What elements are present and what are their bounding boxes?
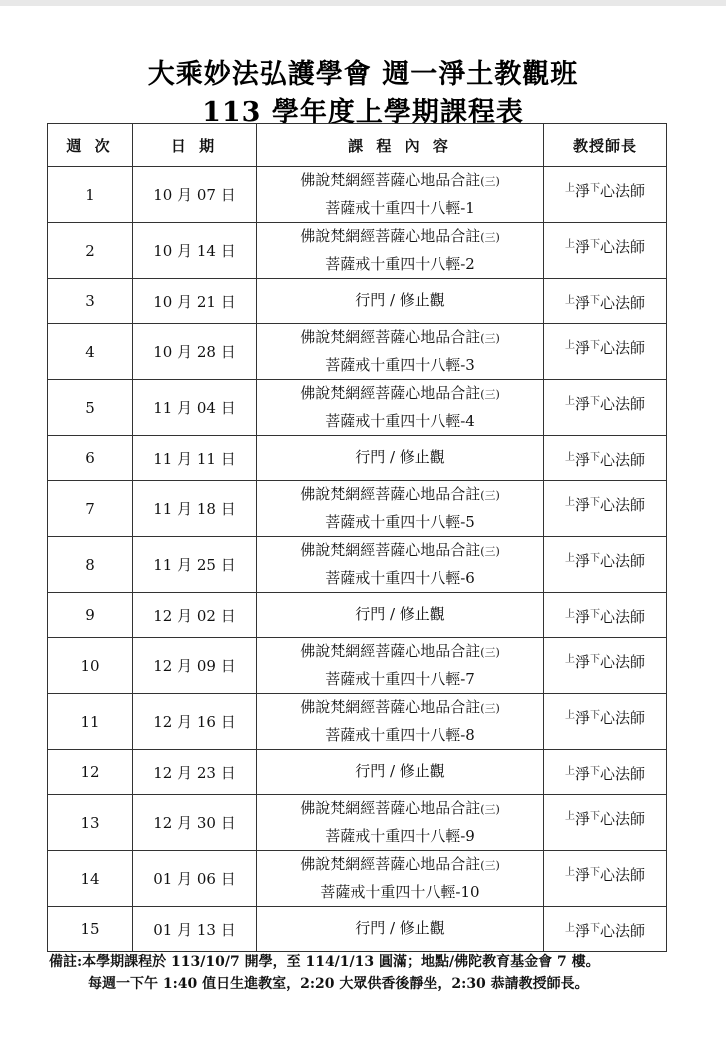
table-row (48, 324, 667, 380)
week-cell: 14 (48, 851, 133, 907)
date-cell: 10 月 28 日 (133, 324, 257, 380)
table-row (48, 795, 667, 851)
teacher-name-1: 淨 (574, 395, 590, 413)
teacher-honorific-upper: 上 (564, 923, 575, 934)
date-cell: 11 月 11 日 (133, 436, 257, 481)
teacher-honorific-lower: 下 (590, 654, 600, 665)
teacher-honorific-lower: 下 (590, 452, 600, 463)
week-cell: 12 (48, 750, 133, 795)
content-cell (257, 279, 544, 324)
date-cell: 10 月 14 日 (133, 223, 257, 279)
content-line-1: 佛說梵網經菩薩心地品合註 (300, 698, 481, 716)
teacher-cell (544, 750, 667, 795)
table-row (48, 593, 667, 638)
teacher-cell (544, 436, 667, 481)
date-cell: 11 月 25 日 (133, 537, 257, 593)
table-row (48, 481, 667, 537)
date-cell: 12 月 16 日 (133, 694, 257, 750)
week-cell: 7 (48, 481, 133, 537)
content-line-2: 菩薩戒十重四十八輕-6 (325, 569, 475, 587)
content-line-1: 佛說梵網經菩薩心地品合註 (300, 541, 481, 559)
content-line-2: 菩薩戒十重四十八輕-10 (320, 883, 480, 901)
teacher-name-1: 淨 (574, 182, 590, 200)
content-line-1: 佛說梵網經菩薩心地品合註 (300, 384, 481, 402)
content-cell (257, 223, 544, 279)
content-cell (257, 907, 544, 952)
note-line-2: 每週一下午 1:40 值日生進教室，2:20 大眾供香後靜坐，2:30 恭請教授師長。 (88, 976, 589, 992)
content-volume: (三) (480, 702, 500, 715)
content-line-2: 菩薩戒十重四十八輕-3 (325, 356, 475, 374)
teacher-cell (544, 380, 667, 436)
teacher-honorific-lower: 下 (590, 553, 600, 564)
page-subtitle: 113 學年度上學期課程表 (202, 97, 524, 128)
teacher-honorific-lower: 下 (590, 867, 600, 878)
teacher-cell (544, 223, 667, 279)
table-header-row (48, 124, 667, 167)
teacher-honorific-lower: 下 (590, 766, 600, 777)
teacher-honorific-lower: 下 (590, 396, 600, 407)
teacher-name-2: 心法師 (600, 810, 646, 828)
teacher-name-1: 淨 (574, 653, 590, 671)
content-volume: (三) (480, 388, 500, 401)
teacher-name-2: 心法師 (600, 182, 646, 200)
week-cell: 10 (48, 638, 133, 694)
teacher-name-1: 淨 (574, 552, 590, 570)
content-volume: (三) (480, 175, 500, 188)
teacher-name-1: 淨 (574, 451, 590, 469)
teacher-name-1: 淨 (574, 709, 590, 727)
teacher-name-1: 淨 (574, 238, 590, 256)
teacher-honorific-lower: 下 (590, 239, 600, 250)
date-cell: 10 月 07 日 (133, 167, 257, 223)
teacher-cell (544, 481, 667, 537)
content-volume: (三) (480, 646, 500, 659)
content-line-1: 行門 / 修止觀 (355, 448, 445, 466)
teacher-honorific-upper: 上 (564, 295, 575, 306)
teacher-name-2: 心法師 (600, 451, 646, 469)
teacher-honorific-lower: 下 (590, 923, 600, 934)
teacher-name-1: 淨 (574, 339, 590, 357)
content-cell (257, 380, 544, 436)
week-cell: 6 (48, 436, 133, 481)
content-volume: (三) (480, 332, 500, 345)
content-line-2: 菩薩戒十重四十八輕-5 (325, 513, 475, 531)
date-cell: 01 月 06 日 (133, 851, 257, 907)
teacher-name-1: 淨 (574, 294, 590, 312)
content-cell (257, 694, 544, 750)
teacher-name-2: 心法師 (600, 339, 646, 357)
content-volume: (三) (480, 231, 500, 244)
teacher-honorific-lower: 下 (590, 340, 600, 351)
content-line-2: 菩薩戒十重四十八輕-2 (325, 255, 475, 273)
date-cell: 12 月 02 日 (133, 593, 257, 638)
teacher-cell (544, 694, 667, 750)
content-line-1: 行門 / 修止觀 (355, 919, 445, 937)
teacher-honorific-upper: 上 (564, 396, 575, 407)
teacher-honorific-lower: 下 (590, 811, 600, 822)
content-volume: (三) (480, 545, 500, 558)
teacher-honorific-lower: 下 (590, 497, 600, 508)
content-line-1: 佛說梵網經菩薩心地品合註 (300, 171, 481, 189)
teacher-name-1: 淨 (574, 810, 590, 828)
teacher-name-1: 淨 (574, 866, 590, 884)
content-line-1: 行門 / 修止觀 (355, 291, 445, 309)
teacher-name-2: 心法師 (600, 238, 646, 256)
content-line-2: 菩薩戒十重四十八輕-9 (325, 827, 475, 845)
teacher-honorific-upper: 上 (564, 497, 575, 508)
date-cell: 12 月 23 日 (133, 750, 257, 795)
table-row (48, 638, 667, 694)
teacher-cell (544, 851, 667, 907)
teacher-cell (544, 167, 667, 223)
teacher-name-2: 心法師 (600, 294, 646, 312)
content-line-1: 佛說梵網經菩薩心地品合註 (300, 328, 481, 346)
date-cell: 12 月 09 日 (133, 638, 257, 694)
content-line-1: 佛說梵網經菩薩心地品合註 (300, 227, 481, 245)
content-line-1: 行門 / 修止觀 (355, 605, 445, 623)
week-cell: 8 (48, 537, 133, 593)
teacher-honorific-upper: 上 (564, 340, 575, 351)
content-cell (257, 851, 544, 907)
content-cell (257, 750, 544, 795)
table-row (48, 907, 667, 952)
teacher-honorific-lower: 下 (590, 609, 600, 620)
content-line-1: 行門 / 修止觀 (355, 762, 445, 780)
teacher-cell (544, 795, 667, 851)
week-cell: 13 (48, 795, 133, 851)
teacher-name-2: 心法師 (600, 608, 646, 626)
content-cell (257, 167, 544, 223)
week-cell: 2 (48, 223, 133, 279)
week-cell: 15 (48, 907, 133, 952)
teacher-honorific-upper: 上 (564, 553, 575, 564)
teacher-cell (544, 593, 667, 638)
week-cell: 9 (48, 593, 133, 638)
content-volume: (三) (480, 803, 500, 816)
schedule-body (48, 167, 667, 952)
teacher-name-1: 淨 (574, 922, 590, 940)
teacher-cell (544, 638, 667, 694)
content-cell (257, 436, 544, 481)
teacher-name-2: 心法師 (600, 765, 646, 783)
note-line-1: 備註:本學期課程於 113/10/7 開學，至 114/1/13 圓滿；地點/佛陀教育基金會 7 樓。 (49, 954, 600, 970)
table-row (48, 167, 667, 223)
content-line-2: 菩薩戒十重四十八輕-4 (325, 412, 475, 430)
teacher-name-1: 淨 (574, 765, 590, 783)
teacher-honorific-upper: 上 (564, 452, 575, 463)
teacher-honorific-upper: 上 (564, 239, 575, 250)
content-line-2: 菩薩戒十重四十八輕-1 (325, 199, 475, 217)
table-row (48, 279, 667, 324)
week-cell: 11 (48, 694, 133, 750)
column-header-teacher: 教授師長 (544, 124, 667, 167)
teacher-honorific-upper: 上 (564, 710, 575, 721)
teacher-honorific-upper: 上 (564, 811, 575, 822)
teacher-honorific-upper: 上 (564, 867, 575, 878)
teacher-name-2: 心法師 (600, 552, 646, 570)
week-cell: 1 (48, 167, 133, 223)
table-row (48, 537, 667, 593)
date-cell: 11 月 18 日 (133, 481, 257, 537)
teacher-name-1: 淨 (574, 496, 590, 514)
table-row (48, 380, 667, 436)
teacher-cell (544, 279, 667, 324)
teacher-name-2: 心法師 (600, 866, 646, 884)
schedule-table (47, 123, 667, 952)
teacher-name-1: 淨 (574, 608, 590, 626)
date-cell: 12 月 30 日 (133, 795, 257, 851)
week-cell: 4 (48, 324, 133, 380)
page-title: 大乘妙法弘護學會 週一淨土教觀班 (147, 59, 579, 90)
teacher-cell (544, 537, 667, 593)
column-header-date: 日 期 (133, 124, 257, 167)
teacher-cell (544, 907, 667, 952)
content-line-1: 佛說梵網經菩薩心地品合註 (300, 485, 481, 503)
teacher-honorific-upper: 上 (564, 609, 575, 620)
content-cell (257, 481, 544, 537)
week-cell: 3 (48, 279, 133, 324)
content-line-2: 菩薩戒十重四十八輕-7 (325, 670, 475, 688)
content-cell (257, 593, 544, 638)
week-cell: 5 (48, 380, 133, 436)
column-header-content: 課 程 內 容 (257, 124, 544, 167)
date-cell: 10 月 21 日 (133, 279, 257, 324)
content-cell (257, 795, 544, 851)
teacher-honorific-lower: 下 (590, 710, 600, 721)
content-cell (257, 638, 544, 694)
teacher-name-2: 心法師 (600, 496, 646, 514)
table-row (48, 436, 667, 481)
content-cell (257, 537, 544, 593)
teacher-honorific-upper: 上 (564, 654, 575, 665)
teacher-cell (544, 324, 667, 380)
teacher-honorific-upper: 上 (564, 183, 575, 194)
teacher-honorific-lower: 下 (590, 295, 600, 306)
table-row (48, 851, 667, 907)
date-cell: 01 月 13 日 (133, 907, 257, 952)
content-volume: (三) (480, 859, 500, 872)
teacher-name-2: 心法師 (600, 922, 646, 940)
content-line-1: 佛說梵網經菩薩心地品合註 (300, 855, 481, 873)
content-line-2: 菩薩戒十重四十八輕-8 (325, 726, 475, 744)
column-header-week: 週 次 (48, 124, 133, 167)
teacher-name-2: 心法師 (600, 709, 646, 727)
content-volume: (三) (480, 489, 500, 502)
teacher-name-2: 心法師 (600, 395, 646, 413)
table-row (48, 750, 667, 795)
content-cell (257, 324, 544, 380)
top-edge-strip (0, 0, 726, 6)
teacher-honorific-upper: 上 (564, 766, 575, 777)
date-cell: 11 月 04 日 (133, 380, 257, 436)
content-line-1: 佛說梵網經菩薩心地品合註 (300, 642, 481, 660)
table-row (48, 223, 667, 279)
table-row (48, 694, 667, 750)
teacher-name-2: 心法師 (600, 653, 646, 671)
content-line-1: 佛說梵網經菩薩心地品合註 (300, 799, 481, 817)
teacher-honorific-lower: 下 (590, 183, 600, 194)
